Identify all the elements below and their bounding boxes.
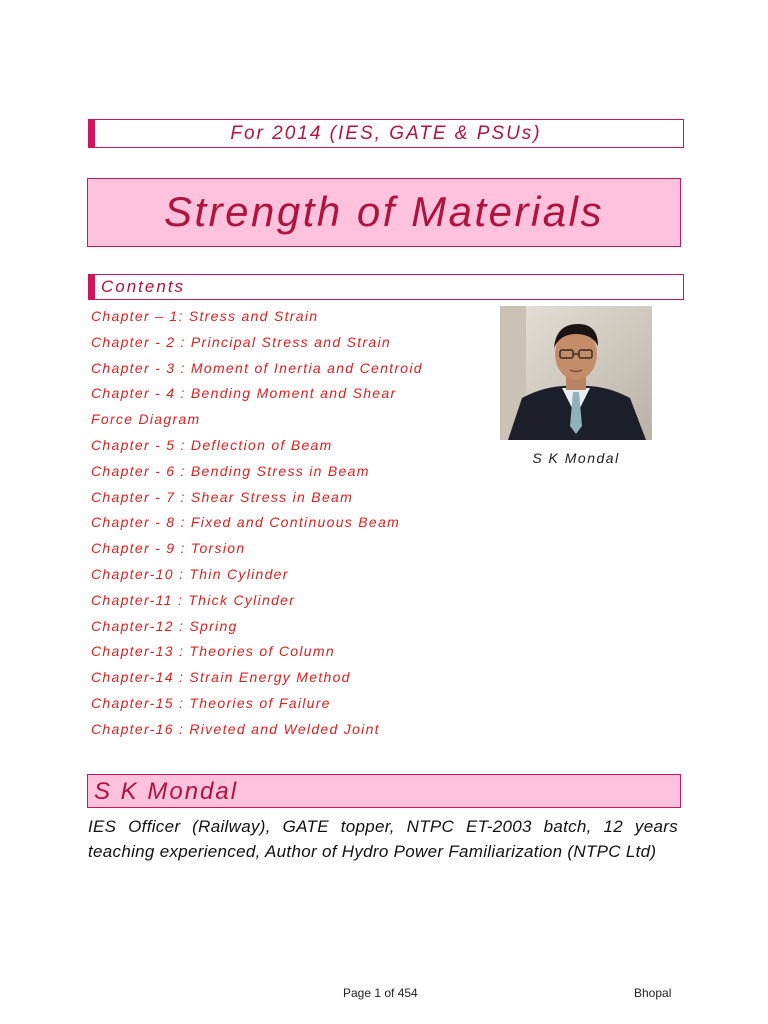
author-bio: IES Officer (Railway), GATE topper, NTPC ET-2003 batch, 12 years teaching experienced, Author of Hydro Power Familiarization (NTPC Ltd) bbox=[88, 817, 678, 861]
title-box bbox=[87, 178, 681, 247]
toc-item[interactable]: Chapter - 7 : Shear Stress in Beam bbox=[91, 488, 354, 505]
toc-item[interactable]: Chapter-15 : Theories of Failure bbox=[91, 694, 331, 711]
edition-text: For 2014 (IES, GATE & PSUs) bbox=[230, 123, 542, 144]
toc-item[interactable]: Chapter - 5 : Deflection of Beam bbox=[91, 436, 333, 453]
toc-item[interactable]: Chapter – 1: Stress and Strain bbox=[91, 308, 319, 324]
toc-item[interactable]: Force Diagram bbox=[91, 411, 201, 428]
toc-item[interactable]: Chapter - 4 : Bending Moment and Shear bbox=[91, 385, 397, 402]
contents-heading: Contents bbox=[101, 277, 186, 296]
toc-item[interactable]: Chapter - 9 : Torsion bbox=[91, 540, 246, 557]
document-title: Strength of Materials bbox=[163, 188, 604, 235]
toc-item[interactable]: Chapter - 8 : Fixed and Continuous Beam bbox=[91, 514, 401, 531]
toc-item[interactable]: Chapter-13 : Theories of Column bbox=[91, 643, 335, 660]
toc-item[interactable]: Chapter-12 : Spring bbox=[91, 617, 238, 634]
footer-city: Bhopal bbox=[634, 986, 672, 1000]
contents-heading-box bbox=[88, 274, 684, 300]
author-portrait-illustration bbox=[500, 306, 652, 440]
toc-item[interactable]: Chapter-11 : Thick Cylinder bbox=[91, 591, 296, 608]
table-of-contents bbox=[91, 306, 491, 745]
toc-item[interactable]: Chapter - 3 : Moment of Inertia and Centroid bbox=[91, 359, 423, 376]
toc-item[interactable]: Chapter-16 : Riveted and Welded Joint bbox=[91, 720, 380, 737]
toc-item[interactable]: Chapter-10 : Thin Cylinder bbox=[91, 565, 289, 582]
author-photo bbox=[500, 306, 652, 440]
toc-item[interactable]: Chapter - 6 : Bending Stress in Beam bbox=[91, 462, 370, 479]
page-number: Page 1 of 454 bbox=[343, 986, 418, 1000]
author-name: S K Mondal bbox=[94, 778, 239, 805]
contents-accent-bar bbox=[89, 275, 95, 299]
edition-banner bbox=[88, 119, 684, 148]
toc-item[interactable]: Chapter - 2 : Principal Stress and Strain bbox=[91, 333, 391, 350]
photo-caption: S K Mondal bbox=[532, 450, 620, 466]
toc-item[interactable]: Chapter-14 : Strain Energy Method bbox=[91, 669, 351, 686]
author-heading-box bbox=[87, 774, 681, 808]
